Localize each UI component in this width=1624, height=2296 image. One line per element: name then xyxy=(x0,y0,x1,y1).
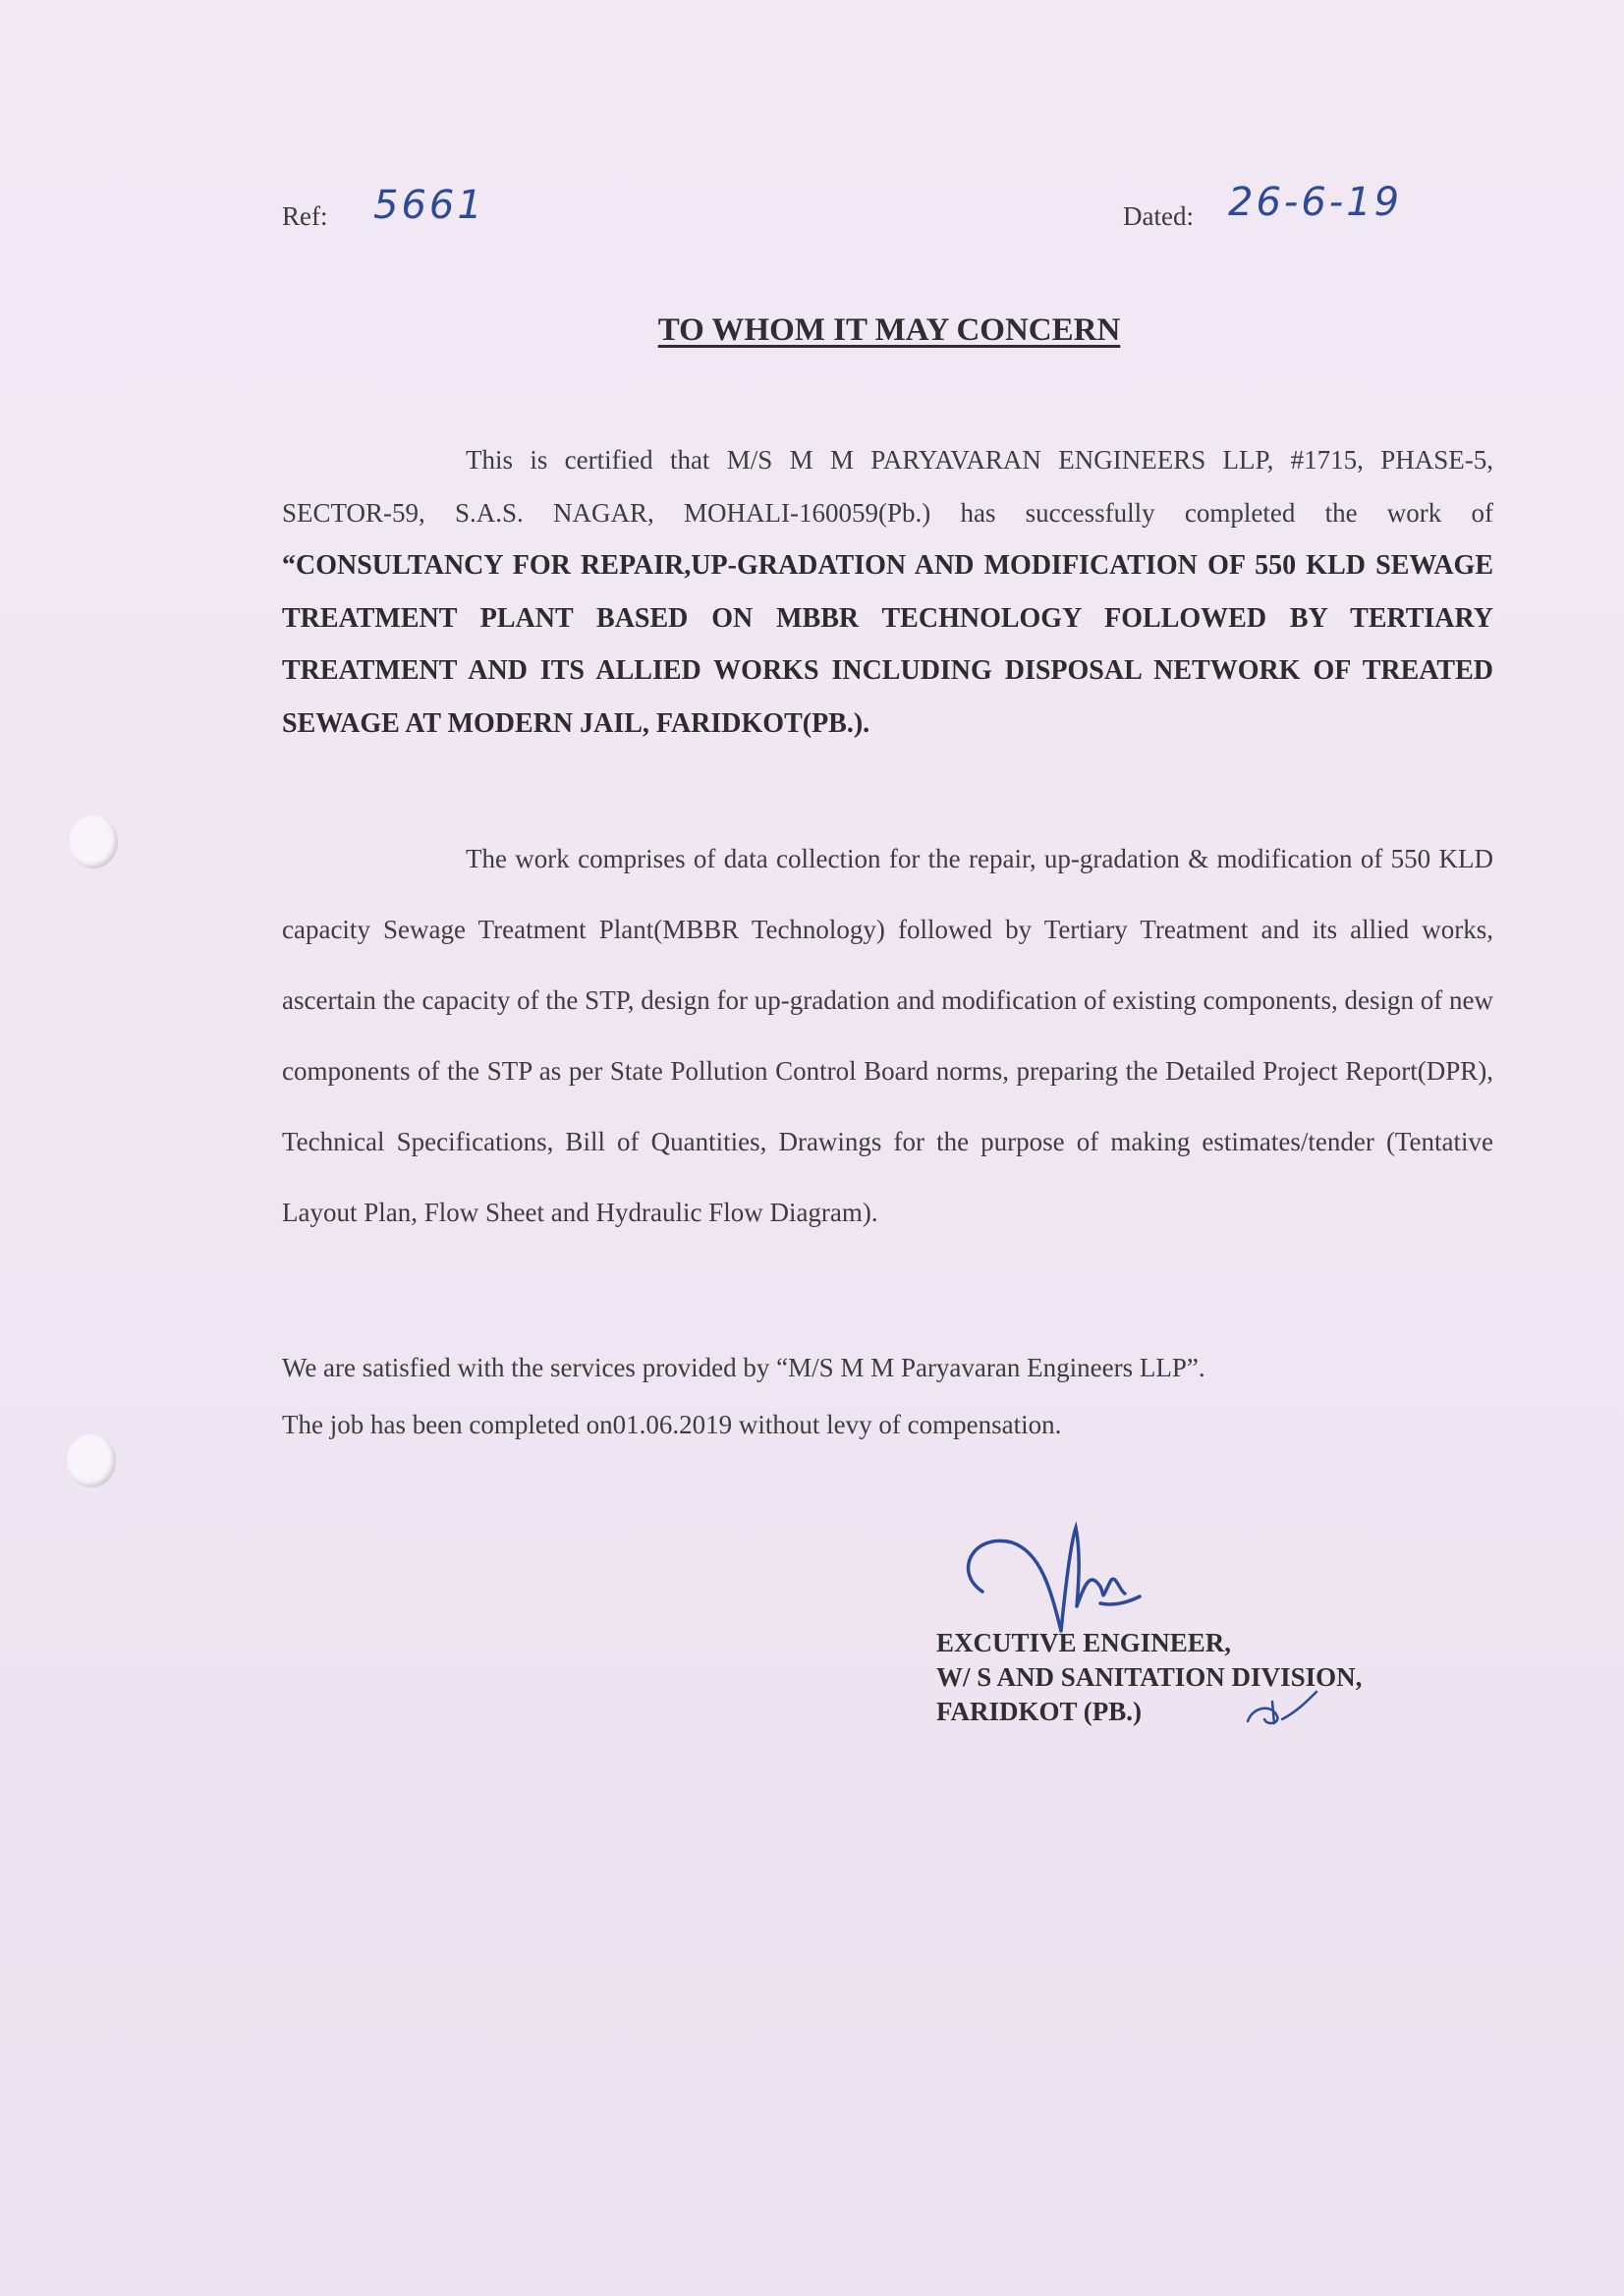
signatory-location: FARIDKOT (PB.) xyxy=(936,1697,1142,1726)
document-title: TO WHOM IT MAY CONCERN xyxy=(657,312,1121,348)
ref-label: Ref: xyxy=(282,201,328,231)
signatory-division: W/ S AND SANITATION DIVISION, xyxy=(936,1662,1363,1692)
punch-hole-bottom xyxy=(67,1434,116,1487)
ref-number-handwritten: 5661 xyxy=(373,183,485,228)
satisfaction-line: We are satisfied with the services provided by “M/S M M Paryavaran Engineers LLP”. xyxy=(282,1353,1205,1382)
date-label: Dated: xyxy=(1123,201,1194,231)
punch-hole-top xyxy=(69,815,118,868)
completion-line: The job has been completed on01.06.2019 without levy of compensation. xyxy=(282,1410,1062,1439)
satisfaction-paragraph xyxy=(282,1339,1493,1453)
certification-paragraph xyxy=(282,434,1493,750)
initial-mark-image xyxy=(1243,1682,1321,1731)
certification-intro: This is certified that M/S M M PARYAVARAN ENGINEERS LLP, #1715, PHASE-5, SECTOR-59, S.A.S. NAGAR, MOHALI-160059(Pb.) has successfully completed the work of xyxy=(282,445,1493,528)
work-title: “CONSULTANCY FOR REPAIR,UP-GRADATION AND MODIFICATION OF 550 KLD SEWAGE TREATMENT PLANT BASED ON MBBR TECHNOLOGY FOLLOWED BY TERTIARY TREATMENT AND ITS ALLIED WORKS INCLUDING DISPOSAL NETWORK OF TREATED SEWAGE AT MODERN JAIL, FARIDKOT(PB.). xyxy=(282,550,1493,739)
scope-paragraph: The work comprises of data collection for the repair, up-gradation & modification of 550 KLD capacity Sewage Treatment Plant(MBBR Technology) followed by Tertiary Treatment and its allied works, ascertain the capacity of the STP, design for up-gradation and modification of existing components, design of new components of the STP as per State Pollution Control Board norms, preparing the Detailed Project Report(DPR), Technical Specifications, Bill of Quantities, Drawings for the purpose of making estimates/tender (Tentative Layout Plan, Flow Sheet and Hydraulic Flow Diagram). xyxy=(282,844,1493,1227)
signature-image xyxy=(953,1513,1159,1641)
date-handwritten: 26-6-19 xyxy=(1228,180,1403,225)
signatory-designation: EXCUTIVE ENGINEER, xyxy=(936,1628,1232,1657)
